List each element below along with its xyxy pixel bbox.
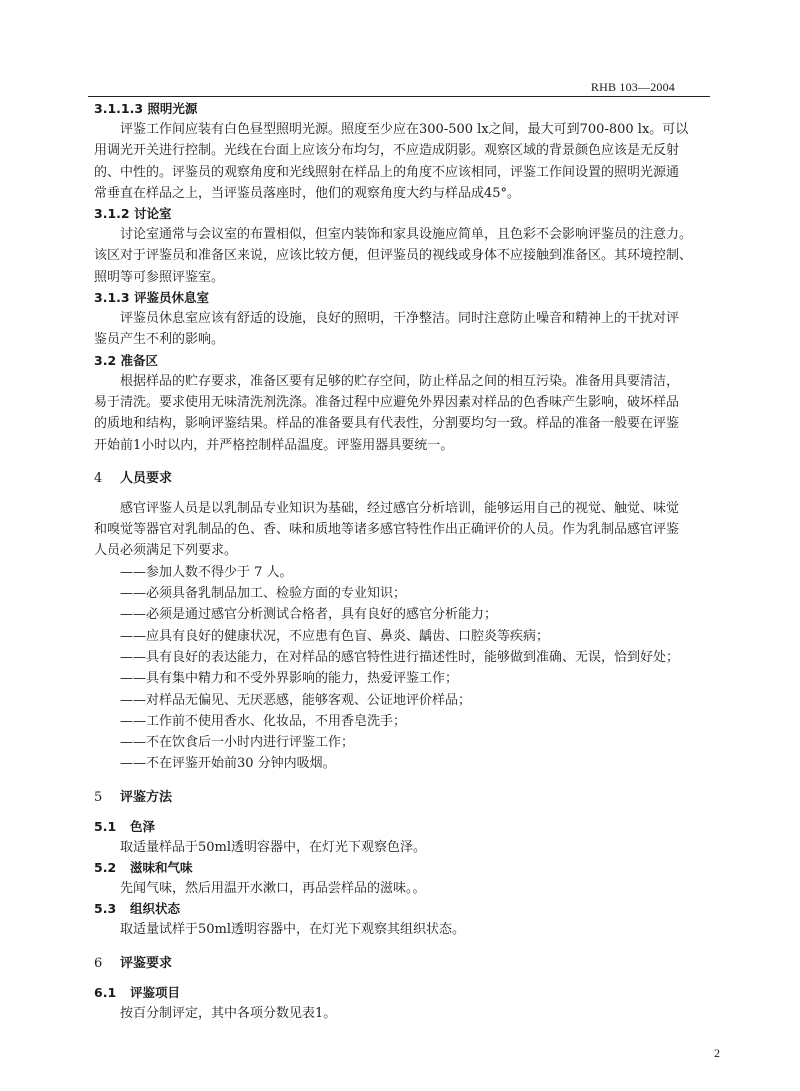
text-line: 讨论室通常与会议室的布置相似，但室内装饰和家具设施应简单，且色彩不会影响评鉴员的注意力。: [120, 227, 693, 243]
text-line: 先闻气味，然后用温开水漱口，再品尝样品的滋味。。: [120, 881, 426, 897]
section-title: 滋味和气味: [130, 860, 193, 876]
paragraph-color: [94, 837, 712, 858]
section-title: 评鉴项目: [130, 984, 181, 1000]
paragraph-taste: [94, 878, 712, 899]
list-item: ——具有良好的表达能力，在对样品的感官特性进行描述性时，能够做到准确、无误，恰到好处；: [120, 649, 680, 665]
text-line: 按百分制评定，其中各项分数见表1。: [120, 1005, 337, 1021]
text-line: 易于清洗。要求使用无味清洗剂洗涤。准备过程中应避免外界因素对样品的色香味产生影响，破坏样品: [94, 394, 680, 410]
section-title: 色泽: [130, 818, 156, 834]
heading-5-3: [94, 899, 712, 919]
text-line: 根据样品的贮存要求，准备区要有足够的贮存空间，防止样品之间的相互污染。准备用具要清洁，: [120, 373, 680, 389]
paragraph-preparation-area: [94, 371, 712, 456]
section-title: 组织状态: [130, 901, 181, 917]
page-number: 2: [714, 1046, 720, 1060]
heading-5-2: [94, 858, 712, 878]
header-rule: [88, 96, 710, 97]
heading-3-1-1-3: 3.1.1.3 照明光源: [94, 101, 198, 116]
section-title: 人员要求: [120, 470, 173, 486]
heading-3-2: 3.2 准备区: [94, 352, 158, 368]
section-number: 6.1: [94, 984, 117, 1000]
paragraph-rest-room: [94, 308, 712, 351]
text-line: 常垂直在样品之上，当评鉴员落座时，他们的观察角度大约与样品成45°。: [94, 185, 521, 201]
text-line: 取适量样品于50ml透明容器中，在灯光下观察色泽。: [120, 839, 427, 855]
section-number: 5: [94, 789, 103, 805]
text-line: 该区对于评鉴员和准备区来说，应该比较方便，但评鉴员的视线或身体不应接触到准备区。其环境控制、: [94, 248, 693, 264]
list-item: ——不在评鉴开始前30 分钟内吸烟。: [120, 756, 336, 772]
text-line: 的质地和结构，影响评鉴结果。样品的准备要具有代表性，分割要均匀一致。样品的准备一般要在评鉴: [94, 416, 680, 432]
text-line: 感官评鉴人员是以乳制品专业知识为基础，经过感官分析培训，能够运用自己的视觉、触觉、味觉: [120, 500, 680, 516]
list-item: ——不在饮食后一小时内进行评鉴工作；: [120, 735, 355, 751]
list-item: ——必须具备乳制品加工、检验方面的专业知识；: [120, 586, 407, 602]
heading-4: [94, 468, 712, 490]
paragraph-personnel: [94, 498, 712, 562]
paragraph-lighting: [94, 119, 712, 204]
text-line: 取适量试样于50ml透明容器中，在灯光下观察其组织状态。: [120, 922, 466, 938]
section-number: 4: [94, 470, 103, 486]
text-line: 鉴员产生不利的影响。: [94, 332, 225, 348]
text-line: 用调光开关进行控制。光线在台面上应该分布均匀，不应造成阴影。观察区域的背景颜色应该是无反射: [94, 143, 680, 159]
paragraph-discussion-room: [94, 224, 712, 288]
requirements-list: [94, 562, 712, 775]
list-item: ——对样品无偏见、无厌恶感，能够客观、公证地评价样品；: [120, 692, 472, 708]
section-number: 5.1: [94, 818, 117, 834]
text-line: 照明等可参照评鉴室。: [94, 269, 225, 285]
section-number: 6: [94, 955, 103, 971]
paragraph-texture: [94, 919, 712, 940]
section-number: 5.3: [94, 901, 117, 917]
text-line: 评鉴员休息室应该有舒适的设施，良好的照明，干净整洁。同时注意防止噪音和精神上的干扰对评: [120, 311, 680, 327]
section-title: 评鉴要求: [120, 955, 173, 971]
list-item: ——应具有良好的健康状况，不应患有色盲、鼻炎、龋齿、口腔炎等疾病；: [120, 628, 550, 644]
list-item: ——必须是通过感官分析测试合格者，具有良好的感官分析能力；: [120, 607, 498, 623]
text-line: 的、中性的。评鉴员的观察角度和光线照射在样品上的角度不应该相同，评鉴工作间设置的照明光源通: [94, 164, 680, 180]
text-line: 人员必须满足下列要求。: [94, 543, 238, 559]
text-line: 开始前1小时以内，并严格控制样品温度。评鉴用器具要统一。: [94, 437, 454, 453]
list-item: ——工作前不使用香水、化妆品，不用香皂洗手；: [120, 713, 407, 729]
text-line: 和嗅觉等器官对乳制品的色、香、味和质地等诸多感官特性作出正确评价的人员。作为乳制品感官评鉴: [94, 522, 680, 538]
document-code: RHB 103—2004: [590, 80, 675, 94]
list-item: ——参加人数不得少于 7 人。: [120, 564, 293, 580]
heading-5-1: [94, 817, 712, 837]
heading-3-1-2: 3.1.2 讨论室: [94, 206, 172, 222]
heading-6-1: [94, 983, 712, 1003]
text-line: 评鉴工作间应装有白色昼型照明光源。照度至少应在300-500 lx之间，最大可到700-800 lx。可以: [120, 122, 689, 137]
heading-5: [94, 787, 712, 809]
list-item: ——具有集中精力和不受外界影响的能力，热爱评鉴工作；: [120, 671, 459, 687]
section-number: 5.2: [94, 860, 117, 876]
heading-6: [94, 953, 712, 975]
section-title: 评鉴方法: [120, 789, 173, 805]
paragraph-evaluation-items: [94, 1003, 712, 1024]
heading-3-1-3: 3.1.3 评鉴员休息室: [94, 290, 209, 306]
document-body: [94, 99, 712, 1024]
